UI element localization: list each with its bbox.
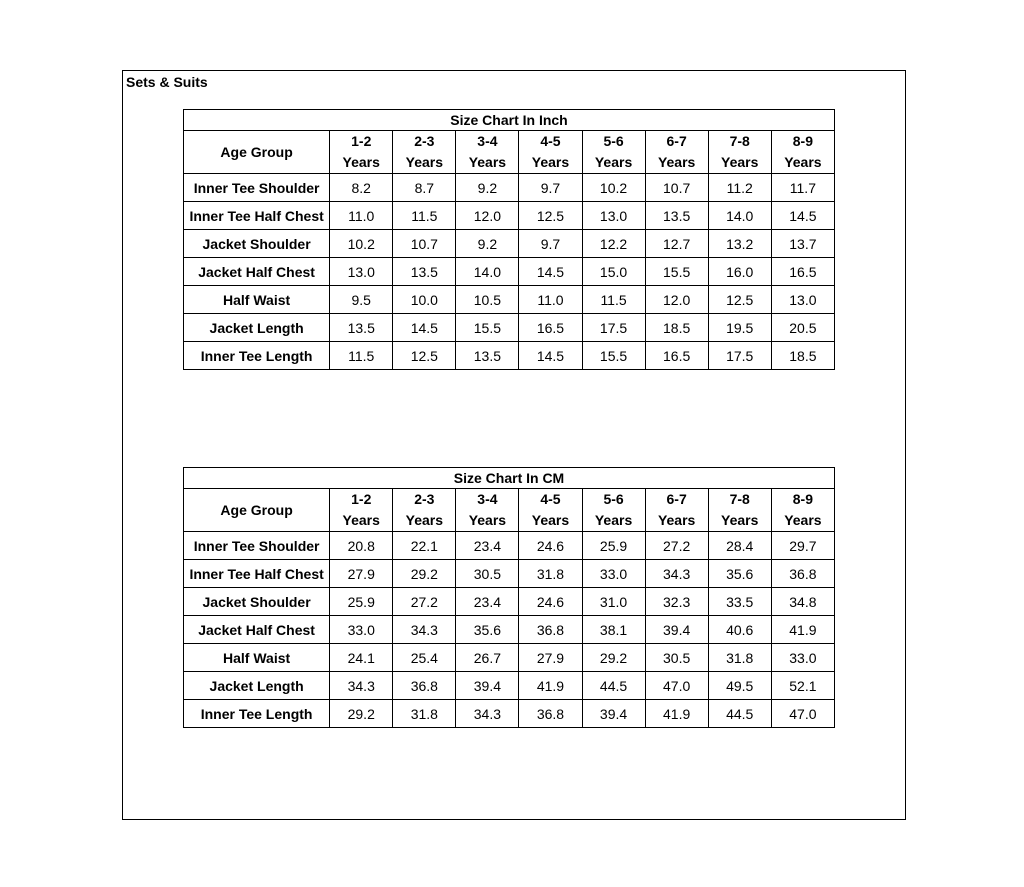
measurement-value: 25.9: [330, 588, 393, 616]
table-caption: Size Chart In Inch: [184, 110, 835, 131]
measurement-value: 9.2: [456, 174, 519, 202]
measurement-value: 30.5: [456, 560, 519, 588]
measurement-value: 12.5: [393, 342, 456, 370]
table-header-row: [184, 131, 835, 174]
age-range-label: 4-5: [540, 491, 561, 507]
measurement-value: 15.5: [582, 342, 645, 370]
table-caption-row: [184, 110, 835, 131]
measurement-value: 20.5: [771, 314, 834, 342]
age-unit-label: Years: [531, 512, 570, 528]
measurement-value: 34.3: [456, 700, 519, 728]
age-unit-label: Years: [342, 154, 380, 170]
measurement-value: 26.7: [456, 644, 519, 672]
measurement-value: 11.0: [330, 202, 393, 230]
measurement-value: 14.5: [771, 202, 834, 230]
measurement-value: 12.5: [519, 202, 582, 230]
measurement-label: Jacket Shoulder: [184, 588, 330, 616]
age-column-header: [771, 131, 834, 174]
measurement-value: 22.1: [393, 532, 456, 560]
measurement-value: 35.6: [708, 560, 771, 588]
measurement-value: 23.4: [456, 588, 519, 616]
table-row: [184, 230, 835, 258]
measurement-value: 24.1: [330, 644, 393, 672]
measurement-value: 11.5: [330, 342, 393, 370]
page-title: Sets & Suits: [126, 74, 208, 90]
measurement-value: 27.2: [645, 532, 708, 560]
age-unit-label: Years: [594, 512, 633, 528]
measurement-label: Half Waist: [184, 644, 330, 672]
age-unit-label: Years: [468, 154, 507, 170]
age-unit-label: Years: [531, 154, 570, 170]
measurement-value: 30.5: [645, 644, 708, 672]
table-row: [184, 314, 835, 342]
measurement-value: 47.0: [645, 672, 708, 700]
measurement-value: 20.8: [330, 532, 393, 560]
measurement-value: 36.8: [519, 616, 582, 644]
age-group-header: Age Group: [184, 489, 330, 532]
measurement-value: 41.9: [519, 672, 582, 700]
measurement-value: 16.0: [708, 258, 771, 286]
measurement-label: Inner Tee Shoulder: [184, 174, 330, 202]
measurement-label: Jacket Shoulder: [184, 230, 330, 258]
measurement-value: 13.0: [582, 202, 645, 230]
age-column-header: [771, 489, 834, 532]
age-range-label: 5-6: [603, 491, 624, 507]
measurement-value: 13.7: [771, 230, 834, 258]
age-unit-label: Years: [784, 512, 822, 528]
document-frame: [122, 70, 906, 820]
measurement-value: 16.5: [645, 342, 708, 370]
age-range-label: 2-3: [414, 133, 435, 149]
measurement-value: 8.2: [330, 174, 393, 202]
age-range-label: 1-2: [351, 133, 372, 149]
measurement-value: 25.9: [582, 532, 645, 560]
measurement-value: 14.5: [393, 314, 456, 342]
measurement-value: 44.5: [582, 672, 645, 700]
measurement-value: 33.0: [330, 616, 393, 644]
age-column-header: [582, 489, 645, 532]
measurement-value: 14.0: [456, 258, 519, 286]
measurement-value: 24.6: [519, 532, 582, 560]
measurement-value: 34.3: [645, 560, 708, 588]
measurement-value: 39.4: [456, 672, 519, 700]
age-unit-label: Years: [342, 512, 380, 528]
measurement-value: 9.5: [330, 286, 393, 314]
measurement-value: 33.0: [582, 560, 645, 588]
table-row: [184, 616, 835, 644]
size-chart-cm-table: [183, 467, 835, 728]
measurement-value: 44.5: [708, 700, 771, 728]
age-column-header: [393, 131, 456, 174]
measurement-value: 13.0: [330, 258, 393, 286]
measurement-label: Jacket Length: [184, 672, 330, 700]
measurement-value: 27.9: [519, 644, 582, 672]
measurement-value: 41.9: [645, 700, 708, 728]
measurement-value: 14.0: [708, 202, 771, 230]
age-column-header: [708, 131, 771, 174]
measurement-value: 16.5: [771, 258, 834, 286]
measurement-value: 23.4: [456, 532, 519, 560]
measurement-value: 18.5: [645, 314, 708, 342]
measurement-value: 36.8: [393, 672, 456, 700]
table-row: [184, 588, 835, 616]
measurement-label: Inner Tee Length: [184, 342, 330, 370]
table-row: [184, 342, 835, 370]
measurement-value: 10.2: [330, 230, 393, 258]
table-row: [184, 644, 835, 672]
measurement-value: 25.4: [393, 644, 456, 672]
age-column-header: [456, 489, 519, 532]
measurement-label: Jacket Length: [184, 314, 330, 342]
measurement-value: 11.5: [582, 286, 645, 314]
measurement-value: 40.6: [708, 616, 771, 644]
age-range-label: 7-8: [729, 491, 750, 507]
measurement-value: 29.2: [393, 560, 456, 588]
age-column-header: [708, 489, 771, 532]
measurement-value: 8.7: [393, 174, 456, 202]
measurement-value: 29.2: [582, 644, 645, 672]
table-row: [184, 286, 835, 314]
measurement-value: 13.5: [645, 202, 708, 230]
age-range-label: 4-5: [540, 133, 561, 149]
age-range-label: 8-9: [792, 133, 813, 149]
measurement-value: 13.5: [330, 314, 393, 342]
measurement-value: 27.2: [393, 588, 456, 616]
measurement-value: 9.2: [456, 230, 519, 258]
age-range-label: 3-4: [477, 491, 498, 507]
age-unit-label: Years: [657, 154, 696, 170]
age-unit-label: Years: [657, 512, 696, 528]
measurement-label: Jacket Half Chest: [184, 258, 330, 286]
measurement-value: 52.1: [771, 672, 834, 700]
measurement-value: 11.2: [708, 174, 771, 202]
table-row: [184, 560, 835, 588]
age-range-label: 6-7: [666, 491, 687, 507]
age-unit-label: Years: [784, 154, 822, 170]
age-unit-label: Years: [405, 154, 443, 170]
measurement-value: 41.9: [771, 616, 834, 644]
table-row: [184, 700, 835, 728]
measurement-value: 12.0: [645, 286, 708, 314]
measurement-value: 39.4: [645, 616, 708, 644]
age-unit-label: Years: [468, 512, 507, 528]
measurement-value: 12.2: [582, 230, 645, 258]
measurement-value: 31.8: [519, 560, 582, 588]
age-column-header: [330, 489, 393, 532]
age-range-label: 1-2: [351, 491, 372, 507]
age-unit-label: Years: [721, 512, 759, 528]
measurement-value: 34.8: [771, 588, 834, 616]
age-column-header: [519, 131, 582, 174]
age-range-label: 3-4: [477, 133, 498, 149]
table-caption: Size Chart In CM: [184, 468, 835, 489]
age-range-label: 7-8: [729, 133, 750, 149]
age-column-header: [582, 131, 645, 174]
age-column-header: [393, 489, 456, 532]
measurement-value: 24.6: [519, 588, 582, 616]
measurement-value: 34.3: [393, 616, 456, 644]
age-column-header: [330, 131, 393, 174]
measurement-value: 11.7: [771, 174, 834, 202]
measurement-value: 9.7: [519, 230, 582, 258]
measurement-value: 31.8: [708, 644, 771, 672]
measurement-value: 12.5: [708, 286, 771, 314]
measurement-value: 16.5: [519, 314, 582, 342]
measurement-value: 49.5: [708, 672, 771, 700]
measurement-value: 35.6: [456, 616, 519, 644]
size-chart-inch-table: [183, 109, 835, 370]
measurement-value: 39.4: [582, 700, 645, 728]
measurement-value: 13.0: [771, 286, 834, 314]
table-row: [184, 258, 835, 286]
measurement-value: 12.0: [456, 202, 519, 230]
measurement-value: 10.0: [393, 286, 456, 314]
age-unit-label: Years: [405, 512, 443, 528]
measurement-value: 28.4: [708, 532, 771, 560]
measurement-value: 33.0: [771, 644, 834, 672]
measurement-value: 27.9: [330, 560, 393, 588]
measurement-value: 32.3: [645, 588, 708, 616]
measurement-value: 17.5: [582, 314, 645, 342]
measurement-value: 13.2: [708, 230, 771, 258]
age-group-header: Age Group: [184, 131, 330, 174]
age-unit-label: Years: [721, 154, 759, 170]
table-caption-row: [184, 468, 835, 489]
measurement-value: 15.5: [456, 314, 519, 342]
measurement-value: 19.5: [708, 314, 771, 342]
measurement-value: 34.3: [330, 672, 393, 700]
age-range-label: 5-6: [603, 133, 624, 149]
measurement-value: 31.8: [393, 700, 456, 728]
measurement-value: 47.0: [771, 700, 834, 728]
measurement-value: 10.5: [456, 286, 519, 314]
measurement-value: 29.2: [330, 700, 393, 728]
table-header-row: [184, 489, 835, 532]
age-column-header: [645, 489, 708, 532]
measurement-value: 13.5: [393, 258, 456, 286]
measurement-label: Inner Tee Length: [184, 700, 330, 728]
age-range-label: 2-3: [414, 491, 435, 507]
measurement-value: 38.1: [582, 616, 645, 644]
measurement-value: 33.5: [708, 588, 771, 616]
measurement-value: 15.0: [582, 258, 645, 286]
table-row: [184, 202, 835, 230]
measurement-value: 31.0: [582, 588, 645, 616]
age-column-header: [519, 489, 582, 532]
measurement-value: 10.7: [393, 230, 456, 258]
measurement-label: Inner Tee Shoulder: [184, 532, 330, 560]
measurement-value: 15.5: [645, 258, 708, 286]
measurement-value: 9.7: [519, 174, 582, 202]
measurement-value: 29.7: [771, 532, 834, 560]
measurement-value: 12.7: [645, 230, 708, 258]
table-row: [184, 174, 835, 202]
measurement-label: Half Waist: [184, 286, 330, 314]
measurement-value: 11.0: [519, 286, 582, 314]
measurement-value: 18.5: [771, 342, 834, 370]
measurement-value: 11.5: [393, 202, 456, 230]
measurement-value: 10.7: [645, 174, 708, 202]
table-row: [184, 672, 835, 700]
measurement-value: 36.8: [771, 560, 834, 588]
measurement-label: Inner Tee Half Chest: [184, 202, 330, 230]
table-row: [184, 532, 835, 560]
age-column-header: [645, 131, 708, 174]
measurement-value: 13.5: [456, 342, 519, 370]
age-unit-label: Years: [594, 154, 633, 170]
measurement-label: Jacket Half Chest: [184, 616, 330, 644]
measurement-value: 10.2: [582, 174, 645, 202]
age-range-label: 6-7: [666, 133, 687, 149]
measurement-label: Inner Tee Half Chest: [184, 560, 330, 588]
age-column-header: [456, 131, 519, 174]
measurement-value: 14.5: [519, 258, 582, 286]
measurement-value: 14.5: [519, 342, 582, 370]
measurement-value: 17.5: [708, 342, 771, 370]
age-range-label: 8-9: [792, 491, 813, 507]
measurement-value: 36.8: [519, 700, 582, 728]
